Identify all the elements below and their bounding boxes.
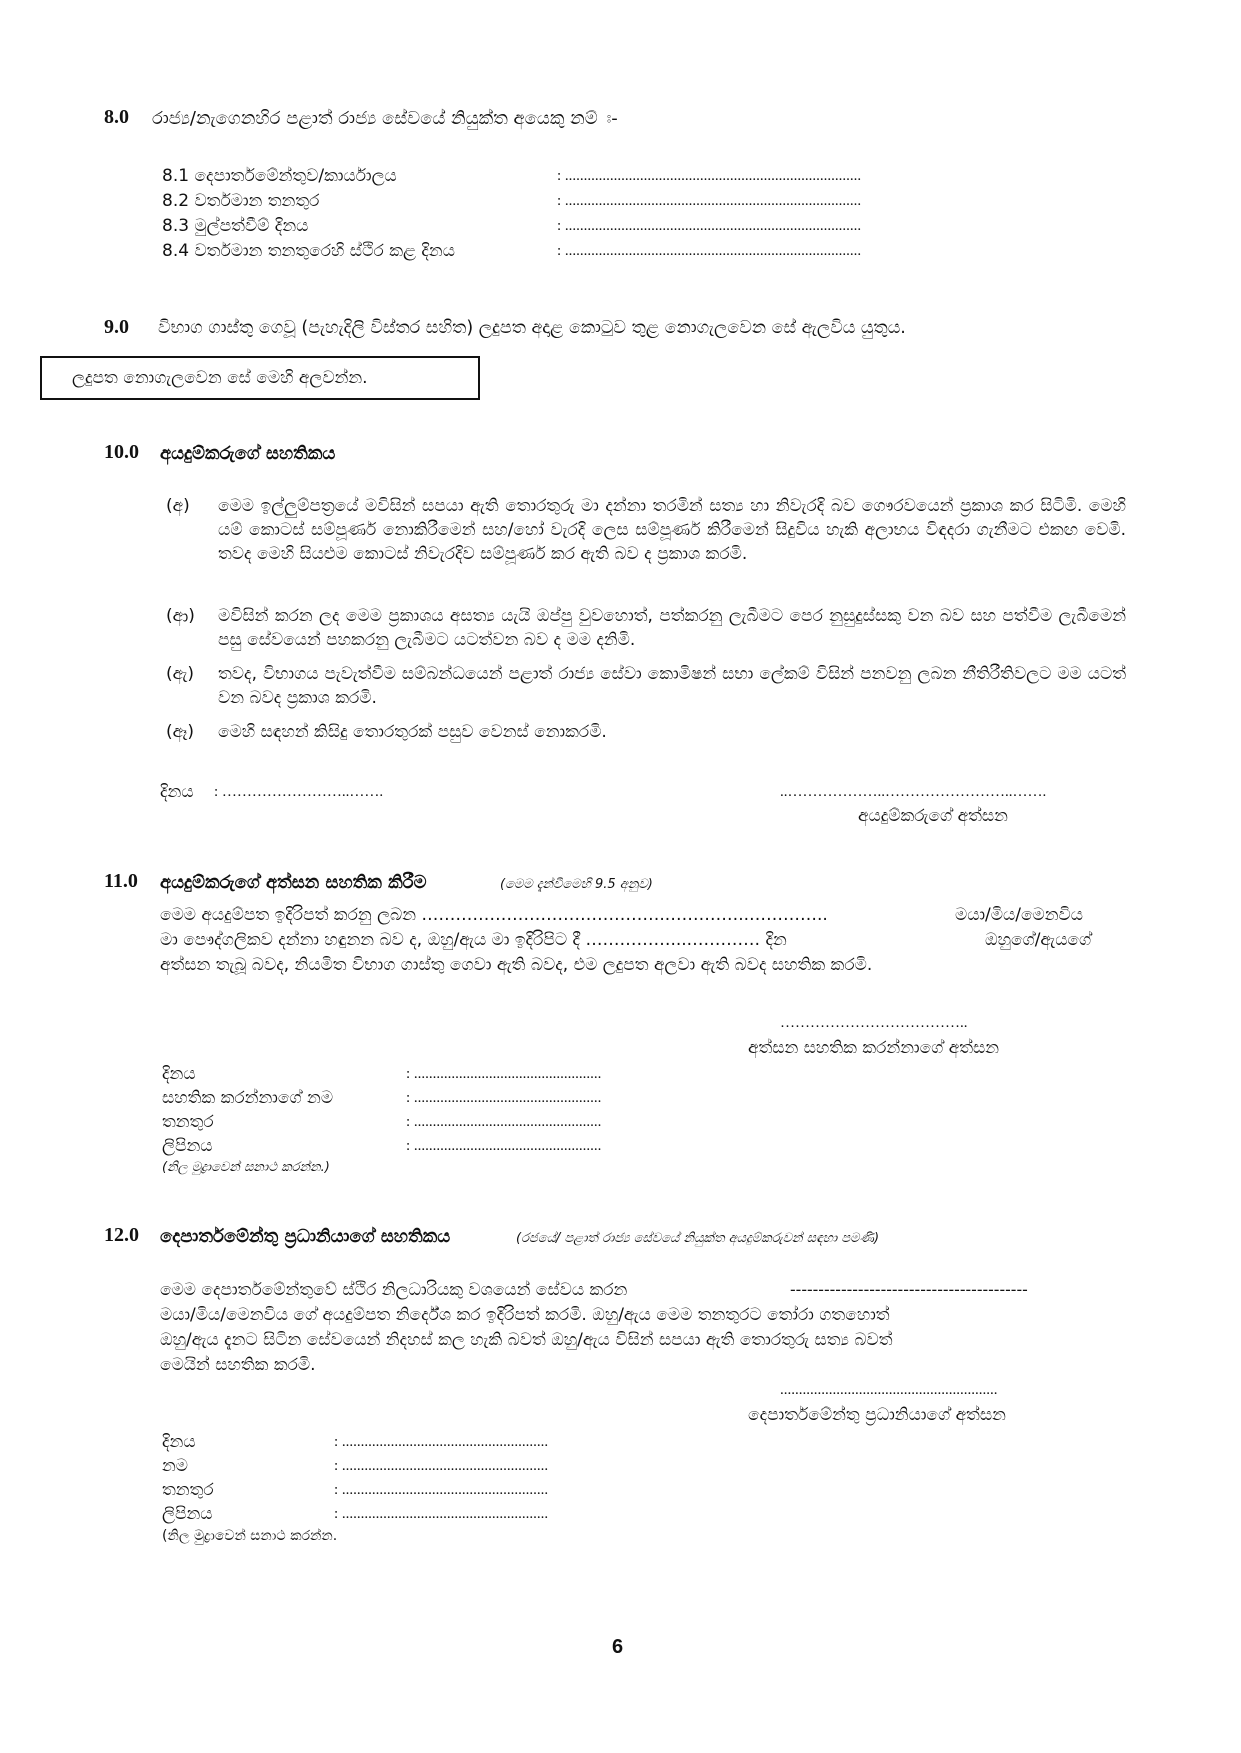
s12-line2: මයා/මිය/මෙනවිය ගේ අයදුම්පත නිර්දේශ කර ඉදිරිපත් කරමි. ඔහු/ඇය මෙම තනතුරට තෝරා ගතහොත් (160, 1305, 890, 1325)
s12-row-label: තනතුර (162, 1480, 214, 1500)
s8-row-label: 8.4 වර්තමාන තනතුරෙහි ස්ථිර කළ දිනය (162, 241, 455, 261)
s11-line3: අත්සන තැබූ බවද, නියමිත විභාග ගාස්තු ගෙවා ඇති බවද, එම ලදුපත අලවා ඇති බවද සහතික කරමි. (160, 955, 873, 975)
s12-row-label: ලිපිනය (162, 1504, 213, 1524)
s12-signature-label: දෙපාර්තමේන්තු ප්‍රධානියාගේ අත්සන (748, 1405, 1006, 1425)
s12-row-value: : ....................................................... (334, 1434, 549, 1450)
section-11-title: අයදුම්කරුගේ අත්සන සහතික කිරීම (160, 872, 427, 893)
s11-row-label: ලිපිනය (162, 1136, 213, 1156)
s8-row-value: : ............................................................................... (557, 218, 862, 234)
s12-row-value: : ....................................................... (334, 1506, 549, 1522)
s10-item-text: මවිසින් කරන ලද මෙම ප්‍රකාශය අසත්‍ය යැයි ඔප්පු වුවහොත්, පත්කරනු ලැබීමට පෙර නුසුදුස්සකු වන බව සහ පත්වීම ලැබීමෙන් පසු සේවයෙන් පහකරනු ලැබීමට යටත්වන බව ද මම දනිමි. (218, 606, 1126, 650)
s8-row-label: 8.3 මුල්පත්වීම් දිනය (162, 216, 309, 236)
receipt-box-label: ලදුපත නොගැලවෙන සේ මෙහි අලවන්න. (72, 368, 368, 388)
s11-row-value: : .................................................. (406, 1066, 602, 1082)
s12-footnote: (නිල මුද්‍රාවෙන් සනාථ කරන්න. (162, 1528, 338, 1544)
s10-item-text: මෙහි සඳහන් කිසිදු තොරතුරක් පසුව වෙනස් නොකරමි. (218, 722, 607, 742)
section-12-title: දෙපාර්තමේන්තු ප්‍රධානියාගේ සහතිකය (160, 1226, 451, 1247)
s10-signature-label: අයදුම්කරුගේ අත්සන (858, 806, 1008, 826)
section-8-number: 8.0 (104, 106, 129, 128)
s11-line1-end: මයා/මිය/මෙනවිය (955, 905, 1083, 925)
section-8-title: රාජ්‍ය/නැගෙනහිර පළාත් රාජ්‍ය සේවයේ නියුක්ත අයෙකු නම් ඃ- (152, 108, 618, 129)
s11-signature-line: ……………………………….. (780, 1015, 968, 1031)
section-9-number: 9.0 (104, 316, 129, 338)
s11-row-label: දිනය (162, 1064, 196, 1084)
s11-row-value: : .................................................. (406, 1090, 602, 1106)
s12-row-label: දිනය (162, 1432, 196, 1452)
s12-line4: මෙයින් සහතික කරමි. (160, 1355, 316, 1375)
section-12-number: 12.0 (104, 1224, 139, 1246)
s8-row-label: 8.1 දෙපාර්තමේන්තුව/කාර්යාලය (162, 166, 397, 186)
s10-signature-line: ..………………..……………………..……. (780, 784, 1047, 800)
s10-item-mark: (අ) (166, 496, 190, 516)
s11-row-label: තනතුර (162, 1112, 214, 1132)
s10-item-mark: (ආ) (166, 606, 195, 626)
s11-line2-end: ඔහුගේ/ඇයගේ (985, 930, 1092, 950)
section-11-number: 11.0 (104, 870, 138, 892)
s11-signature-label: අත්සන සහතික කරන්නාගේ අත්සන (748, 1038, 1000, 1058)
s11-line1: මෙම අයදුම්පත ඉදිරිපත් කරනු ලබන ……………………………………..…………..………….. (160, 905, 828, 925)
s12-row-value: : ....................................................... (334, 1482, 549, 1498)
s8-row-value: : ............................................................................... (557, 168, 862, 184)
receipt-box (40, 356, 480, 400)
page-number: 6 (612, 1636, 624, 1658)
s11-row-value: : .................................................. (406, 1138, 602, 1154)
s11-row-label: සහතික කරන්නාගේ නම (162, 1088, 334, 1108)
s10-item-mark: (ඇ) (166, 664, 195, 684)
s8-row-label: 8.2 වර්තමාන තනතුර (162, 191, 320, 211)
s10-date-label: දිනය (160, 782, 194, 802)
s11-row-value: : .................................................. (406, 1114, 602, 1130)
s8-row-value: : ............................................................................... (557, 243, 862, 259)
s10-date-value: : ……………………..……. (214, 784, 384, 800)
section-9-text: විභාග ගාස්තු ගෙවූ (පැහැදිලි විස්තර සහිත) ලදුපත අදාළ කොටුව තුළ නොගැලවෙන සේ ඇලවිය යුතුය. (158, 318, 906, 338)
s12-line1: මෙම දෙපාර්තමේන්තුවේ ස්ථිර නිලධාරියකු වශයෙන් සේවය කරන (160, 1280, 628, 1300)
s10-item-text: තවද, විභාගය පැවැත්වීම සම්බන්ධයෙන් පළාත් රාජ්‍ය සේවා කොමිෂන් සභා ලේකම් විසින් පනවනු ලබන නීතිරීතිවලට මම යටත් වන බවද ප්‍රකාශ කරමි. (218, 664, 1126, 708)
section-10-number: 10.0 (104, 441, 139, 463)
section-10-title: අයදුම්කරුගේ සහතිකය (160, 443, 336, 464)
s11-footnote: (නිල මුද්‍රාවෙන් සනාථ කරන්න.) (162, 1160, 330, 1175)
s12-row-value: : ....................................................... (334, 1458, 549, 1474)
s12-line3: ඔහු/ඇය දැනට සිටින සේවයෙන් නිදහස් කල හැකි බවත් ඔහු/ඇය විසින් සපයා ඇති තොරතුරු සත්‍ය බවත් (160, 1330, 893, 1350)
s10-item-text: මෙම ඉල්ලුම්පත්‍රයේ මවිසින් සපයා ඇති තොරතුරු මා දන්නා තරමින් සත්‍ය හා නිවැරදි බව ගෞරවයෙන් ප්‍රකාශ කර සිටිමි. මෙහි යම් කොටස් සම්පූර්ණ නොකිරීමෙන් සහ/හෝ වැරදි ලෙස සම්පූර්ණ කිරීමෙන් සිදුවිය හැකි අලාභය විඳදරා ගැනීමට එකඟ වෙමි. තවද මෙහි සියළුම කොටස් නිවැරදිව සම්පූර්ණ කර ඇති බව ද ප්‍රකාශ කරමි. (218, 496, 1126, 564)
section-12-note: (රජයේ/ පළාත් රාජ්‍ය සේවයේ නියුක්ත අයදුම්කරුවන් සඳහා පමණි) (516, 1231, 880, 1246)
section-11-note: (මෙම දැන්වීමෙහි 9.5 අනුව) (500, 877, 653, 892)
s8-row-value: : ............................................................................... (557, 193, 862, 209)
s12-row-label: නම (162, 1456, 189, 1476)
s11-line2: මා පෞද්ගලිකව දන්නා හඳුනන බව ද, ඔහු/ඇය මා ඉදිරිපිට දී ……………....………… දින (160, 930, 787, 950)
s12-signature-line: .......................................................... (780, 1382, 998, 1398)
s10-item-mark: (ඈ) (166, 722, 195, 742)
s12-line1-dashes: ------------------------------------------ (790, 1280, 1028, 1299)
